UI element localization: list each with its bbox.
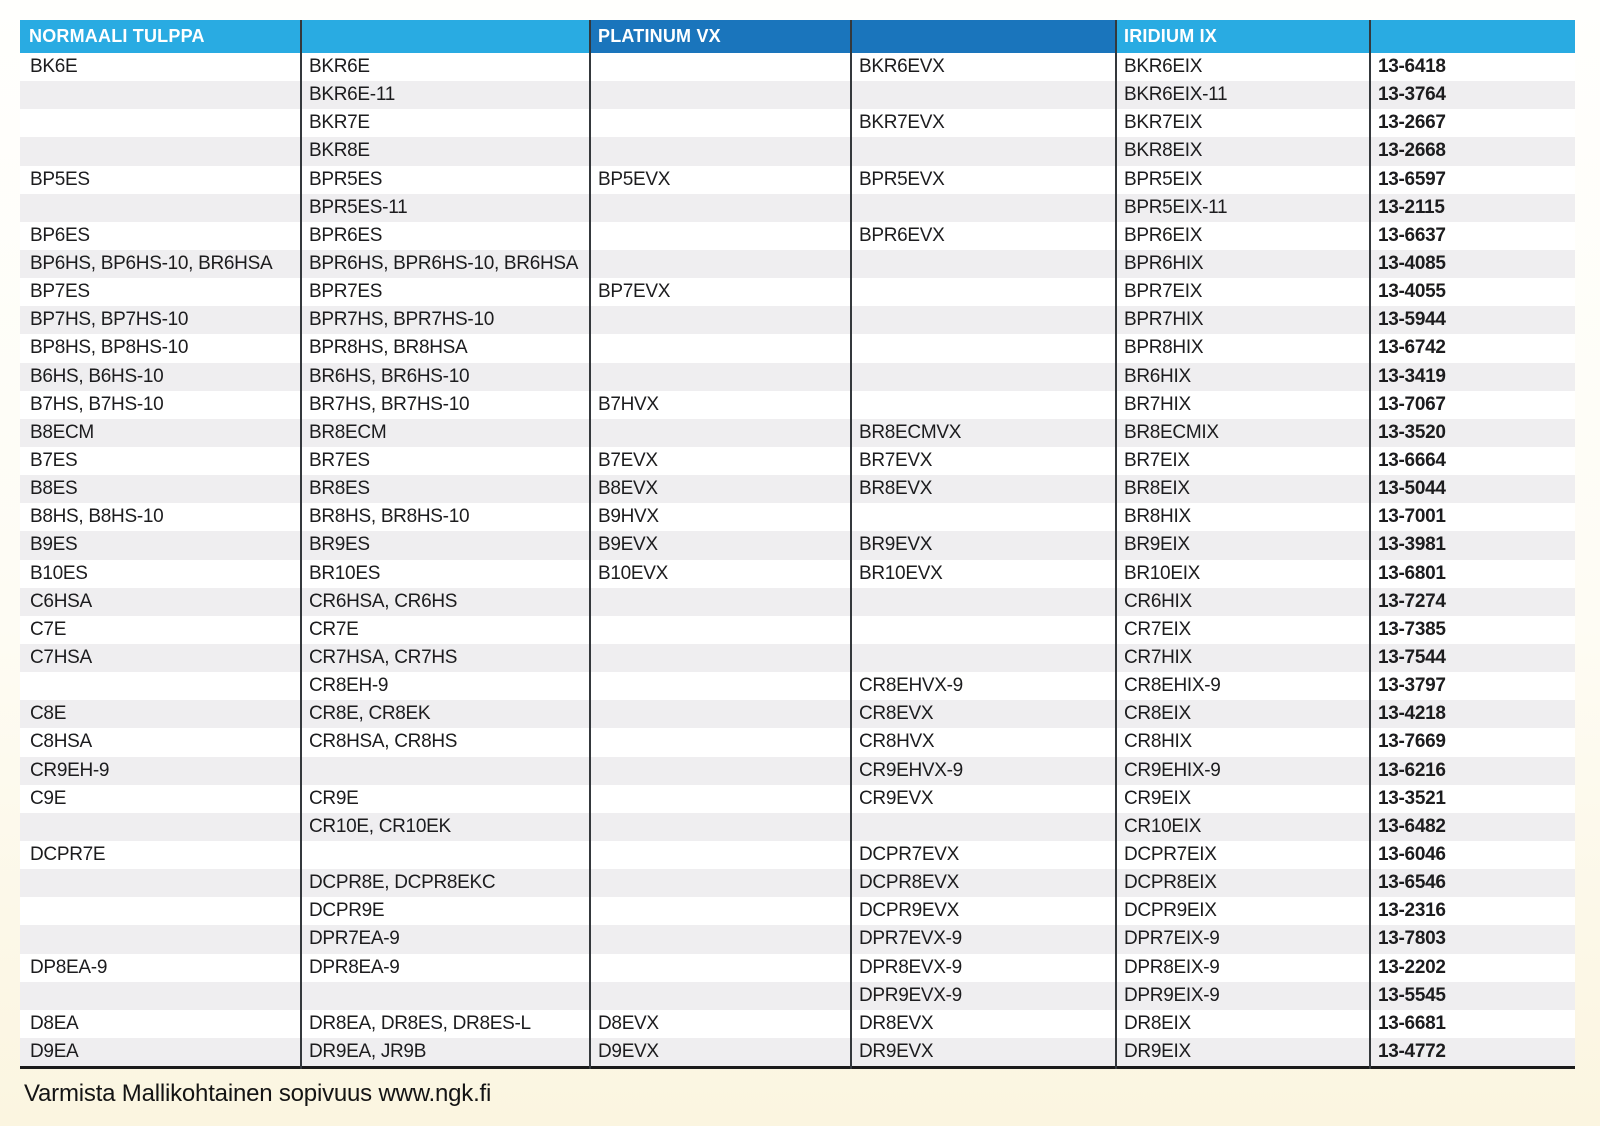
plug-model-cell: DCPR8EIX [1124,872,1217,894]
plug-model-cell: BR10ES [309,562,381,584]
plug-model-cell [850,813,1115,841]
plug-model-cell: DCPR7EVX [859,844,960,865]
plug-model-cell: BPR5EIX [1124,168,1203,190]
plug-model-cell: BR7EVX [859,450,933,472]
plug-model-cell: DCPR7E [30,844,106,865]
plug-model-cell: BPR5EVX [859,168,945,190]
plug-model-cell [850,250,1115,278]
part-number-cell: 13-7544 [1378,647,1446,669]
part-number-cell: 13-5044 [1378,478,1446,500]
plug-model-cell: BKR7EVX [859,112,945,134]
column-divider [1369,20,1371,1069]
plug-model-cell: B7HVX [598,393,659,415]
plug-model-cell [589,616,850,644]
plug-model-cell: DR8EA, DR8ES, DR8ES-L [309,1012,531,1034]
plug-model-cell: DPR7EIX-9 [1124,928,1220,950]
plug-model-cell: BPR6HS, BPR6HS-10, BR6HSA [309,253,579,275]
plug-model-cell: BKR7EIX [1124,112,1203,134]
plug-model-cell [589,644,850,672]
plug-model-cell [589,250,850,278]
plug-model-cell [589,757,850,785]
table-row [20,419,1575,447]
column-divider [589,20,591,1069]
plug-model-cell: CR8EHVX-9 [859,675,963,697]
part-number-cell: 13-7803 [1378,928,1446,950]
part-number-cell: 13-7274 [1378,590,1446,612]
plug-model-cell: BPR6ES [309,224,383,246]
plug-model-cell: DR9EA, JR9B [309,1040,427,1062]
plug-model-cell: DR9EIX [1124,1040,1191,1062]
table-row [20,728,1575,756]
plug-model-cell [850,363,1115,391]
plug-model-cell: BR7ES [309,450,370,472]
plug-model-cell [20,897,300,925]
plug-model-cell: BPR7HS, BPR7HS-10 [309,309,494,331]
part-number-cell: 13-7669 [1378,731,1446,753]
plug-model-cell [850,137,1115,165]
plug-model-cell: BR8HIX [1124,506,1191,528]
plug-model-cell: BKR6EVX [859,56,945,78]
plug-model-cell: D8EVX [598,1012,659,1034]
part-number-cell: 13-2202 [1378,956,1446,978]
part-number-cell: 13-4055 [1378,281,1446,303]
plug-model-cell: C7E [30,618,67,640]
plug-model-cell: CR6HIX [1124,590,1192,612]
plug-model-cell [850,616,1115,644]
part-number-cell: 13-3419 [1378,365,1446,387]
plug-model-cell: BP8HS, BP8HS-10 [30,337,189,359]
column-header-5 [1115,20,1369,53]
part-number-cell: 13-2316 [1378,900,1446,922]
plug-model-cell: CR8HSA, CR8HS [309,731,458,753]
plug-model-cell: BPR5EIX-11 [1124,196,1228,218]
plug-model-cell: C9E [30,787,67,809]
table-row [20,869,1575,897]
plug-model-cell: BR8EVX [859,478,933,500]
plug-model-cell: BK6E [30,56,78,78]
part-number-cell: 13-2668 [1378,140,1446,162]
plug-model-cell: B9ES [30,534,78,556]
plug-model-cell [589,194,850,222]
part-number-cell: 13-3764 [1378,84,1446,106]
plug-model-cell: DP8EA-9 [30,956,108,978]
plug-model-cell [20,813,300,841]
plug-model-cell: C8HSA [30,731,92,753]
plug-model-cell: B8ECM [30,421,94,443]
plug-model-cell: B8HS, B8HS-10 [30,506,164,528]
plug-model-cell: DPR7EVX-9 [859,928,962,950]
plug-model-cell: BR9EVX [859,534,933,556]
plug-model-cell [850,588,1115,616]
table-row [20,644,1575,672]
plug-model-cell: CR8EH-9 [309,675,389,697]
plug-model-cell: DCPR8EVX [859,872,960,894]
plug-model-cell [300,841,589,869]
plug-model-cell: BP5ES [30,168,90,190]
plug-model-cell: BPR7EIX [1124,281,1203,303]
plug-model-cell: BR6HIX [1124,365,1191,387]
plug-model-cell [589,785,850,813]
plug-model-cell: BKR7E [309,112,370,134]
plug-model-cell: BPR8HS, BR8HSA [309,337,468,359]
table-row [20,785,1575,813]
table-row [20,391,1575,419]
plug-model-cell: BR7EIX [1124,450,1190,472]
footer-note: Varmista Mallikohtainen sopivuus www.ngk.fi [24,1080,492,1107]
plug-model-cell: DPR8EA-9 [309,956,400,978]
part-number-cell: 13-5545 [1378,984,1446,1006]
plug-model-cell [589,982,850,1010]
plug-model-cell: CR9EIX [1124,787,1191,809]
spark-plug-cross-reference-table [20,20,1575,1069]
plug-model-cell: BKR6E [309,56,370,78]
plug-model-cell: DPR9EIX-9 [1124,984,1220,1006]
plug-model-cell [589,841,850,869]
plug-model-cell: CR7HSA, CR7HS [309,647,458,669]
table-row [20,166,1575,194]
plug-model-cell: CR8EIX [1124,703,1191,725]
plug-model-cell: D8EA [30,1012,79,1034]
column-header-2 [300,20,589,53]
part-number-cell: 13-3520 [1378,421,1446,443]
part-number-cell: 13-2115 [1378,196,1445,218]
table-row [20,109,1575,137]
plug-model-cell: BP7ES [30,281,90,303]
plug-model-cell [850,391,1115,419]
plug-model-cell: DCPR9EVX [859,900,960,922]
table-row [20,447,1575,475]
plug-model-cell: BP7HS, BP7HS-10 [30,309,189,331]
column-header-label: PLATINUM VX [598,26,721,46]
plug-model-cell: B7ES [30,450,78,472]
plug-model-cell [850,278,1115,306]
part-number-cell: 13-7067 [1378,393,1446,415]
table-row [20,954,1575,982]
table-row [20,306,1575,334]
plug-model-cell: DCPR7EIX [1124,844,1217,865]
plug-model-cell: BPR5ES [309,168,383,190]
plug-model-cell: B10ES [30,562,88,584]
plug-model-cell: B8EVX [598,478,658,500]
part-number-cell: 13-3981 [1378,534,1446,556]
plug-model-cell: BKR6E-11 [309,84,395,106]
column-header-1 [20,20,300,53]
plug-model-cell [589,334,850,362]
part-number-cell: 13-3797 [1378,675,1446,697]
part-number-cell: 13-6681 [1378,1012,1446,1034]
plug-model-cell: BPR5ES-11 [309,196,408,218]
column-divider [300,20,302,1069]
plug-model-cell: BPR7ES [309,281,383,303]
table-row [20,588,1575,616]
table-header-row [20,20,1575,53]
part-number-cell: 13-6046 [1378,844,1446,865]
plug-model-cell [589,897,850,925]
plug-model-cell [589,869,850,897]
plug-model-cell: CR6HSA, CR6HS [309,590,458,612]
plug-model-cell: D9EVX [598,1040,659,1062]
plug-model-cell [20,194,300,222]
plug-model-cell [589,588,850,616]
table-row [20,982,1575,1010]
part-number-cell: 13-6597 [1378,168,1446,190]
plug-model-cell [589,53,850,81]
plug-model-cell: DPR8EVX-9 [859,956,962,978]
plug-model-cell: DPR8EIX-9 [1124,956,1220,978]
part-number-cell: 13-4772 [1378,1040,1446,1062]
table-row [20,503,1575,531]
plug-model-cell: CR8EVX [859,703,934,725]
plug-model-cell: BPR6EVX [859,224,945,246]
plug-model-cell: CR8EHIX-9 [1124,675,1221,697]
plug-model-cell: B7EVX [598,450,658,472]
plug-model-cell [20,81,300,109]
table-row [20,1010,1575,1038]
part-number-cell: 13-6216 [1378,759,1446,781]
plug-model-cell: BR8EIX [1124,478,1190,500]
plug-model-cell: CR8E, CR8EK [309,703,431,725]
column-header-label: IRIDIUM IX [1124,26,1218,46]
plug-model-cell: CR9E [309,787,359,809]
plug-model-cell: BP7EVX [598,281,671,303]
plug-model-cell: DCPR9E [309,900,385,922]
part-number-cell: 13-6801 [1378,562,1446,584]
plug-model-cell: BP6ES [30,224,90,246]
part-number-cell: 13-6418 [1378,56,1446,78]
plug-model-cell [850,194,1115,222]
plug-model-cell: BPR6HIX [1124,253,1204,275]
part-number-cell: 13-7385 [1378,618,1446,640]
table-row [20,531,1575,559]
plug-model-cell: DPR7EA-9 [309,928,400,950]
plug-model-cell [20,982,300,1010]
plug-model-cell: CR8HIX [1124,731,1192,753]
plug-model-cell: B8ES [30,478,78,500]
plug-model-cell: BR8HS, BR8HS-10 [309,506,470,528]
plug-model-cell: C6HSA [30,590,92,612]
plug-model-cell [589,419,850,447]
table-row [20,616,1575,644]
plug-model-cell: CR8HVX [859,731,935,753]
plug-model-cell: CR9EHIX-9 [1124,759,1221,781]
plug-model-cell [20,137,300,165]
table-row [20,1038,1575,1066]
plug-model-cell: BR10EIX [1124,562,1201,584]
column-header-4 [850,20,1115,53]
part-number-cell: 13-4085 [1378,253,1446,275]
table-row [20,700,1575,728]
plug-model-cell: BR9ES [309,534,370,556]
plug-model-cell: BKR6EIX [1124,56,1203,78]
plug-model-cell [589,137,850,165]
table-row [20,278,1575,306]
plug-model-cell [589,700,850,728]
plug-model-cell: CR10EIX [1124,815,1202,837]
plug-model-cell [300,982,589,1010]
plug-model-cell: BR7HS, BR7HS-10 [309,393,470,415]
plug-model-cell: BR8ECM [309,421,387,443]
table-row [20,53,1575,81]
plug-model-cell: BKR8E [309,140,370,162]
table-row [20,222,1575,250]
plug-model-cell [589,306,850,334]
plug-model-cell: CR10E, CR10EK [309,815,451,837]
plug-model-cell [20,869,300,897]
plug-model-cell [589,728,850,756]
table-row [20,81,1575,109]
table-row [20,334,1575,362]
plug-model-cell: BPR7HIX [1124,309,1204,331]
part-number-cell: 13-3521 [1378,787,1446,809]
column-header-label: NORMAALI TULPPA [29,26,205,46]
plug-model-cell: BR10EVX [859,562,943,584]
table-body [20,53,1575,1066]
plug-model-cell: BKR8EIX [1124,140,1203,162]
plug-model-cell: BR8ECMIX [1124,421,1219,443]
plug-model-cell: CR7HIX [1124,647,1192,669]
part-number-cell: 13-6482 [1378,815,1446,837]
plug-model-cell: B7HS, B7HS-10 [30,393,164,415]
plug-model-cell [20,109,300,137]
plug-model-cell [20,672,300,700]
plug-model-cell: DR9EVX [859,1040,934,1062]
table-row [20,137,1575,165]
table-row [20,897,1575,925]
plug-model-cell: BKR6EIX-11 [1124,84,1228,106]
plug-model-cell [589,813,850,841]
table-row [20,250,1575,278]
plug-model-cell: C8E [30,703,67,725]
table-row [20,757,1575,785]
part-number-cell: 13-6742 [1378,337,1446,359]
plug-model-cell: DR8EVX [859,1012,934,1034]
plug-model-cell: DR8EIX [1124,1012,1191,1034]
plug-model-cell [850,503,1115,531]
table-row [20,363,1575,391]
plug-model-cell [850,306,1115,334]
part-number-cell: 13-2667 [1378,112,1446,134]
plug-model-cell [850,81,1115,109]
plug-model-cell: BR8ES [309,478,370,500]
table-row [20,560,1575,588]
table-row [20,841,1575,869]
table-bottom-rule [20,1066,1575,1069]
plug-model-cell: B9HVX [598,506,659,528]
plug-model-cell [300,757,589,785]
table-row [20,672,1575,700]
plug-model-cell: DCPR8E, DCPR8EKC [309,872,496,894]
part-number-cell: 13-6664 [1378,450,1446,472]
plug-model-cell: B10EVX [598,562,669,584]
part-number-cell: 13-6546 [1378,872,1446,894]
part-number-cell: 13-7001 [1378,506,1446,528]
table-row [20,813,1575,841]
plug-model-cell: CR9EH-9 [30,759,110,781]
plug-model-cell: C7HSA [30,647,92,669]
plug-model-cell: D9EA [30,1040,79,1062]
part-number-cell: 13-4218 [1378,703,1446,725]
column-header-3 [589,20,850,53]
plug-model-cell [589,222,850,250]
plug-model-cell [589,925,850,953]
plug-model-cell [20,925,300,953]
plug-model-cell: BP6HS, BP6HS-10, BR6HSA [30,253,273,275]
plug-model-cell: B9EVX [598,534,658,556]
plug-model-cell: CR9EVX [859,787,934,809]
column-divider [850,20,852,1069]
plug-model-cell: B6HS, B6HS-10 [30,365,164,387]
plug-model-cell: BP5EVX [598,168,671,190]
plug-model-cell [589,109,850,137]
plug-model-cell: DPR9EVX-9 [859,984,962,1006]
table-row [20,194,1575,222]
plug-model-cell: BR7HIX [1124,393,1191,415]
plug-model-cell: BPR8HIX [1124,337,1204,359]
plug-model-cell: BPR6EIX [1124,224,1203,246]
plug-model-cell: BR6HS, BR6HS-10 [309,365,470,387]
plug-model-cell: CR9EHVX-9 [859,759,963,781]
plug-model-cell: DCPR9EIX [1124,900,1217,922]
part-number-cell: 13-6637 [1378,224,1446,246]
plug-model-cell: BR8ECMVX [859,421,962,443]
plug-model-cell [589,954,850,982]
plug-model-cell [850,644,1115,672]
plug-model-cell: CR7E [309,618,359,640]
column-header-6 [1369,20,1575,53]
table-row [20,475,1575,503]
table-row [20,925,1575,953]
column-divider [1115,20,1117,1069]
plug-model-cell [589,81,850,109]
plug-model-cell: BR9EIX [1124,534,1190,556]
plug-model-cell [850,334,1115,362]
plug-model-cell [589,363,850,391]
plug-model-cell [589,672,850,700]
part-number-cell: 13-5944 [1378,309,1446,331]
plug-model-cell: CR7EIX [1124,618,1191,640]
